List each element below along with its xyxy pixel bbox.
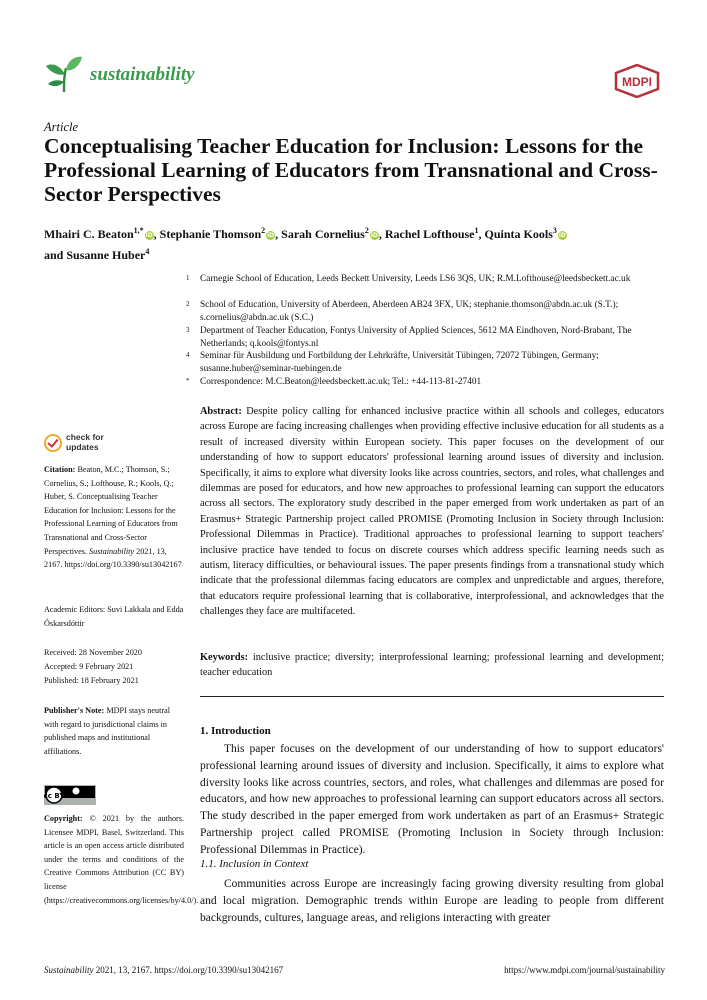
footer-journal-url[interactable]: https://www.mdpi.com/journal/sustainability bbox=[504, 965, 665, 975]
mdpi-logo bbox=[614, 64, 660, 98]
footer-journal: Sustainability bbox=[44, 965, 94, 975]
check-updates-icon bbox=[44, 434, 62, 452]
orcid-icon[interactable]: iD bbox=[558, 232, 566, 239]
check-updates-label: check for updates bbox=[66, 432, 104, 452]
citation-journal: Sustainability bbox=[89, 546, 135, 556]
abstract-label: Abstract: bbox=[200, 406, 242, 417]
author-name: Mhairi C. Beaton bbox=[44, 227, 134, 241]
citation-block bbox=[44, 463, 184, 572]
abstract bbox=[200, 404, 664, 620]
affiliation bbox=[186, 299, 680, 324]
orcid-icon[interactable]: iD bbox=[267, 232, 275, 239]
author-and: and bbox=[44, 248, 64, 262]
section-body bbox=[200, 741, 664, 859]
publisher-note-label: Publisher's Note: bbox=[44, 706, 105, 715]
author-name: Rachel Lofthouse bbox=[384, 227, 475, 241]
published-date: Published: 18 February 2021 bbox=[44, 676, 139, 685]
orcid-icon[interactable]: iD bbox=[145, 232, 153, 239]
keywords-label: Keywords: bbox=[200, 652, 249, 663]
article-type: Article bbox=[44, 120, 79, 134]
affiliation-mark: 3 bbox=[186, 326, 190, 334]
section-heading: 1. Introduction bbox=[200, 725, 271, 737]
author-name: Susanne Huber bbox=[66, 248, 146, 262]
footer-details: 2021, 13, 2167. https://doi.org/10.3390/su13042167 bbox=[95, 965, 284, 975]
citation-details: 2021, 13, 2167. bbox=[44, 546, 167, 570]
affiliation-mark: 1 bbox=[186, 274, 190, 282]
check-for-updates-badge[interactable] bbox=[44, 432, 164, 458]
orcid-icon[interactable]: iD bbox=[370, 232, 378, 239]
affiliation-text: Department of Teacher Education, Fontys University of Applied Sciences, 5612 MA Eindhoven, Nord-Brabant, The Netherlands; q.kools@fontys.nl bbox=[200, 326, 632, 349]
affiliation-text: Correspondence: M.C.Beaton@leedsbeckett.ac.uk; Tel.: +44-113-81-27401 bbox=[200, 377, 482, 387]
author-affil-sup: 1,* bbox=[133, 226, 144, 235]
affiliation-text: Carnegie School of Education, Leeds Beckett University, Leeds LS6 3QS, UK; R.M.Lofthouse@leedsbeckett.ac.uk bbox=[200, 274, 631, 284]
publisher-note bbox=[44, 704, 184, 758]
section-divider bbox=[200, 696, 664, 697]
paragraph: Communities across Europe are increasingly facing growing diversity resulting from global and local migration. Demographic trends within Europe are leading to people from different backgrounds, cultures, language areas, and religions interacting with greater bbox=[200, 878, 664, 924]
footer-citation bbox=[44, 965, 283, 975]
academic-editors: Academic Editors: Suvi Lakkala and Edda Óskarsdóttir bbox=[44, 605, 184, 628]
copyright bbox=[44, 812, 199, 907]
affiliation bbox=[186, 350, 680, 375]
subsection-body bbox=[200, 876, 664, 926]
affiliation bbox=[186, 325, 680, 350]
cc-label: cc BY bbox=[44, 792, 65, 800]
citation-label: Citation: bbox=[44, 465, 76, 474]
author-name: Sarah Cornelius bbox=[281, 227, 365, 241]
affiliation-mark: * bbox=[186, 377, 190, 385]
abstract-text: Despite policy calling for enhanced inclusive practice within all schools and colleges, educators across Europe are facing increasing challenges when providing effective inclusive education for all students as a result of increased diversity within European society. This paper focuses on the development of our understanding of how to support educators' professional learning around issues of diversity and inclusion. Specifically, it aims to explore what diversity looks like across countries, sectors, and roles, what challenges and dilemmas are posed for educators, and how new approaches to professional learning can support the educators across all sectors. The exploratory study described in the paper emerged from work undertaken as part of an Erasmus+ Strategic Partnership project called PROMISE (Promoting Inclusion in Society through Inclusion: Professional Dilemmas in Practice). Traditional approaches to professional learning to support teachers' inclusive practice have tended to focus on discrete courses which address specific learning needs such as autism, literacy difficulties, or behavioural issues. The paper presents findings from a transnational study which indicate that the professional dilemmas facing educators are complex and unpredictable and argues, therefore, that educators require professional learning that is collaborative, interprofessional, and acknowledges that the challenges they face are multifaceted. bbox=[200, 406, 664, 618]
citation-text: Beaton, M.C.; Thomson, S.; Cornelius, S.; Lofthouse, R.; Kools, Q.; Huber, S. Conceptualising Teacher Education for Inclusion: Lessons for the Professional Learning of Educators from Transnational and Cross-Sector Perspectives. bbox=[44, 465, 178, 556]
keywords bbox=[200, 650, 664, 681]
accepted-date: Accepted: 9 February 2021 bbox=[44, 662, 134, 671]
affiliation-text: Seminar für Ausbildung und Fortbildung der Lehrkräfte, Universität Tübingen, 72072 Tübingen, Germany; susanne.huber@seminar-tuebingen.de bbox=[200, 351, 599, 374]
affiliation-mark: 4 bbox=[186, 351, 190, 359]
keywords-text: inclusive practice; diversity; interprofessional learning; professional learning and development; teacher education bbox=[200, 652, 664, 679]
affiliation-text: School of Education, University of Aberdeen, Aberdeen AB24 3FX, UK; stephanie.thomson@abdn.ac.uk (S.T.); s.cornelius@abdn.ac.uk (S.C.) bbox=[200, 300, 619, 323]
received-date: Received: 28 November 2020 bbox=[44, 648, 142, 657]
copyright-text: © 2021 by the authors. Licensee MDPI, Basel, Switzerland. This article is an open access article distributed under the terms and conditions of the Creative Commons Attribution (CC BY) license (https://creativecommons.org/licenses/by/4.0/). bbox=[44, 814, 199, 905]
author-name: Stephanie Thomson bbox=[159, 227, 262, 241]
author-affil-sup: 3 bbox=[552, 226, 557, 235]
paragraph: This paper focuses on the development of our understanding of how to support educators' professional learning around issues of diversity and inclusion. Specifically, it aims to explore what diversity looks like across countries, sectors, and roles, what challenges and dilemmas are posed for educators, and how new approaches to professional learning can support educators across all sectors. The study described in the paper emerged from work undertaken as part of an Erasmus+ Strategic Partnership project called PROMISE (Promoting Inclusion in Society through Inclusion: Professional Dilemmas in Practice). bbox=[200, 743, 664, 856]
author-affil-sup: 4 bbox=[145, 247, 150, 256]
affiliation-mark: 2 bbox=[186, 300, 190, 308]
author-list: Mhairi C. Beaton$^{1,*}$iD, Stephanie Thomson$^2$iD, Sarah Cornelius$^2$iD, Rachel Lofthouse$^1$, Quinta Kools$^3$iD and Susanne Huber$^4$ bbox=[44, 226, 566, 262]
journal-leaf-logo bbox=[44, 54, 84, 94]
journal-name: sustainability bbox=[90, 64, 195, 85]
author-affil-sup: 1 bbox=[474, 226, 479, 235]
publisher-note-text: MDPI stays neutral with regard to jurisdictional claims in published maps and institutional affiliations. bbox=[44, 706, 171, 756]
author-name: Quinta Kools bbox=[484, 227, 553, 241]
copyright-label: Copyright: bbox=[44, 814, 83, 823]
cc-by-license-icon[interactable] bbox=[44, 785, 96, 805]
citation-doi[interactable]: https://doi.org/10.3390/su13042167 bbox=[64, 560, 182, 570]
subsection-heading: 1.1. Inclusion in Context bbox=[200, 858, 309, 870]
mdpi-logo-text: MDPI bbox=[622, 75, 652, 89]
author-affil-sup: 2 bbox=[364, 226, 369, 235]
affiliation bbox=[186, 273, 680, 286]
article-title: Conceptualising Teacher Education for Inclusion: Lessons for the Professional Learning of Educators from Transnational and Cross-Sector Perspectives bbox=[44, 134, 658, 206]
correspondence bbox=[186, 376, 680, 389]
author-affil-sup: 2 bbox=[261, 226, 266, 235]
